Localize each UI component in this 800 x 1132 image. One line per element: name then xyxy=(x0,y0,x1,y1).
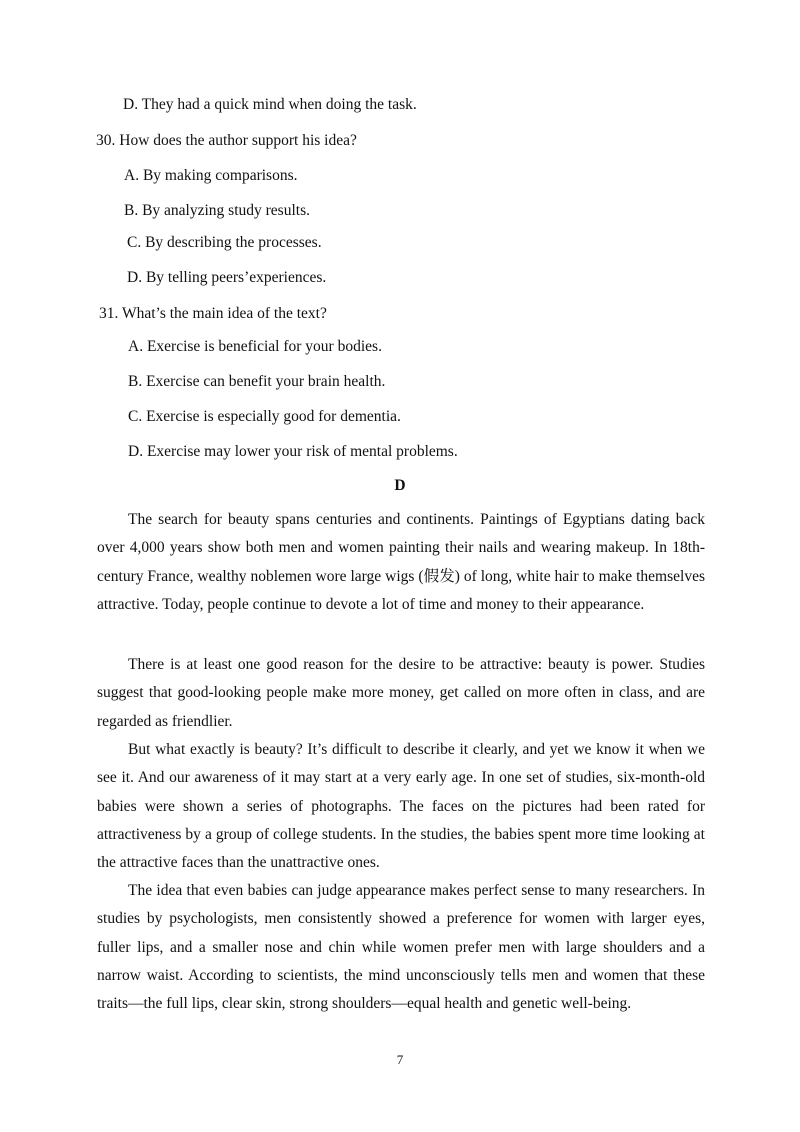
q30-option-b: B. By analyzing study results. xyxy=(124,202,310,219)
page-number: 7 xyxy=(396,1052,404,1067)
q31-stem: 31. What’s the main idea of the text? xyxy=(99,305,327,322)
q30-option-d: D. By telling peers’experiences. xyxy=(127,269,327,286)
q31-option-c: C. Exercise is especially good for dementia. xyxy=(128,408,401,425)
q30-option-c: C. By describing the processes. xyxy=(127,234,322,251)
passage-paragraph-3: But what exactly is beauty? It’s difficult to describe it clearly, and yet we know it when we see it. And our awareness of it may start at a very early age. In one set of studies, six-month-old babies were shown a series of photographs. The faces on the pictures had been rated for attractiveness by a group of college students. In the studies, the babies spent more time looking at the attractive faces than the unattractive ones. xyxy=(97,741,705,872)
passage-paragraph-2: There is at least one good reason for the desire to be attractive: beauty is power. Studies suggest that good-looking people make more money, get called on more often in class, and are regarded as friendlier. xyxy=(97,656,705,730)
q31-option-b: B. Exercise can benefit your brain health. xyxy=(128,373,386,390)
q30-option-a: A. By making comparisons. xyxy=(124,167,298,184)
q29-option-d: D. They had a quick mind when doing the task. xyxy=(123,96,417,113)
q31-option-d: D. Exercise may lower your risk of mental problems. xyxy=(128,443,458,460)
passage-paragraph-4: The idea that even babies can judge appearance makes perfect sense to many researchers. In studies by psychologists, men consistently showed a preference for women with larger eyes, fuller lips, and a smaller nose and chin while women prefer men with large shoulders and a narrow waist. According to scientists, the mind unconsciously tells men and women that these traits—the full lips, clear skin, strong shoulders—equal health and genetic well-being. xyxy=(97,882,705,1013)
passage-paragraph-1: The search for beauty spans centuries and continents. Paintings of Egyptians dating back over 4,000 years show both men and women painting their nails and wearing makeup. In 18th-century France, wealthy noblemen wore large wigs (假发) of long, white hair to make themselves attractive. Today, people continue to devote a lot of time and money to their appearance. xyxy=(97,511,705,613)
q30-stem: 30. How does the author support his idea? xyxy=(96,132,357,149)
q31-option-a: A. Exercise is beneficial for your bodies. xyxy=(128,338,382,355)
passage-title: D xyxy=(394,477,406,494)
